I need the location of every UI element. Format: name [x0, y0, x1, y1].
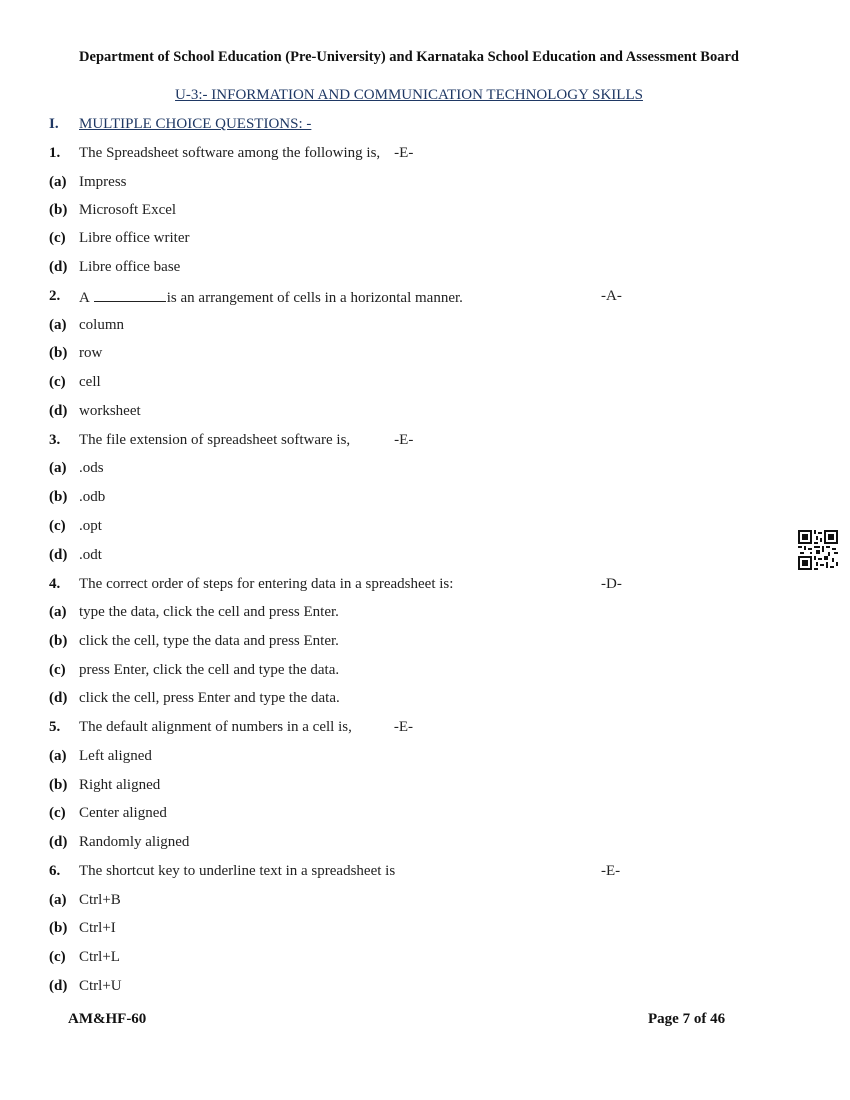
option-text: Microsoft Excel [79, 202, 177, 218]
option-text: Ctrl+U [79, 978, 122, 994]
answer-key: -E- [601, 863, 621, 879]
option-text: .ods [79, 460, 104, 476]
question-text: The default alignment of numbers in a cell is, [79, 719, 352, 735]
option-letter: (a) [49, 748, 67, 764]
option-letter: (b) [49, 202, 68, 218]
option-letter: (d) [49, 834, 68, 850]
option-letter: (c) [49, 230, 66, 246]
question-text: The file extension of spreadsheet software is, [79, 432, 351, 448]
option-letter: (d) [49, 690, 68, 706]
option-letter: (c) [49, 949, 66, 965]
answer-key: -E- [393, 719, 413, 735]
option-letter: (a) [49, 317, 67, 333]
answer-key: -E- [394, 145, 414, 161]
option-letter: (b) [49, 777, 68, 793]
answer-key: -A- [601, 288, 622, 304]
question-text-before: A [79, 290, 90, 306]
section-label: MULTIPLE CHOICE QUESTIONS: - [79, 116, 312, 132]
option-text: Right aligned [79, 777, 161, 793]
option-letter: (b) [49, 633, 68, 649]
question-number: 5. [49, 719, 61, 735]
option-text: Ctrl+L [79, 949, 120, 965]
page-number: Page 7 of 46 [648, 1011, 726, 1027]
question-number: 6. [49, 863, 61, 879]
option-text: press Enter, click the cell and type the data. [79, 662, 340, 678]
option-text: column [79, 317, 124, 333]
question-number: 4. [49, 576, 61, 592]
option-text: .odt [79, 547, 102, 563]
question-text-after: is an arrangement of cells in a horizontal manner. [166, 290, 463, 306]
option-letter: (d) [49, 547, 68, 563]
option-text: click the cell, type the data and press Enter. [79, 633, 339, 649]
option-letter: (c) [49, 805, 66, 821]
question-number: 1. [49, 145, 61, 161]
unit-title: U-3:- INFORMATION AND COMMUNICATION TECHNOLOGY SKILLS [175, 87, 643, 103]
page-header: Department of School Education (Pre-University) and Karnataka School Education and Assessment Board [79, 49, 739, 65]
option-text: type the data, click the cell and press Enter. [79, 604, 339, 620]
question-number: 2. [49, 288, 61, 304]
option-letter: (d) [49, 259, 68, 275]
section-number: I. [49, 116, 59, 132]
option-letter: (a) [49, 174, 67, 190]
option-text: Libre office writer [79, 230, 190, 246]
question-text: The shortcut key to underline text in a spreadsheet is [79, 863, 396, 879]
option-letter: (a) [49, 604, 67, 620]
option-text: Randomly aligned [79, 834, 190, 850]
option-text: click the cell, press Enter and type the data. [79, 690, 340, 706]
option-text: row [79, 345, 103, 361]
option-text: .opt [79, 518, 102, 534]
question-number: 3. [49, 432, 61, 448]
option-text: .odb [79, 489, 106, 505]
option-text: worksheet [79, 403, 141, 419]
option-text: Libre office base [79, 259, 181, 275]
option-letter: (b) [49, 920, 68, 936]
question-text: The correct order of steps for entering data in a spreadsheet is: [79, 576, 454, 592]
footer-code: AM&HF-60 [68, 1011, 147, 1027]
option-text: Left aligned [79, 748, 152, 764]
qr-code-icon [798, 530, 838, 570]
answer-key: -E- [394, 432, 414, 448]
option-text: cell [79, 374, 101, 390]
option-letter: (a) [49, 460, 67, 476]
option-text: Impress [79, 174, 127, 190]
option-letter: (c) [49, 518, 66, 534]
option-letter: (c) [49, 662, 66, 678]
option-letter: (d) [49, 403, 68, 419]
option-letter: (d) [49, 978, 68, 994]
fill-in-blank [94, 287, 166, 302]
option-text: Ctrl+B [79, 892, 121, 908]
option-letter: (b) [49, 489, 68, 505]
option-text: Ctrl+I [79, 920, 116, 936]
option-text: Center aligned [79, 805, 167, 821]
option-letter: (b) [49, 345, 68, 361]
question-text: The Spreadsheet software among the following is, [79, 145, 381, 161]
option-letter: (c) [49, 374, 66, 390]
answer-key: -D- [601, 576, 622, 592]
option-letter: (a) [49, 892, 67, 908]
